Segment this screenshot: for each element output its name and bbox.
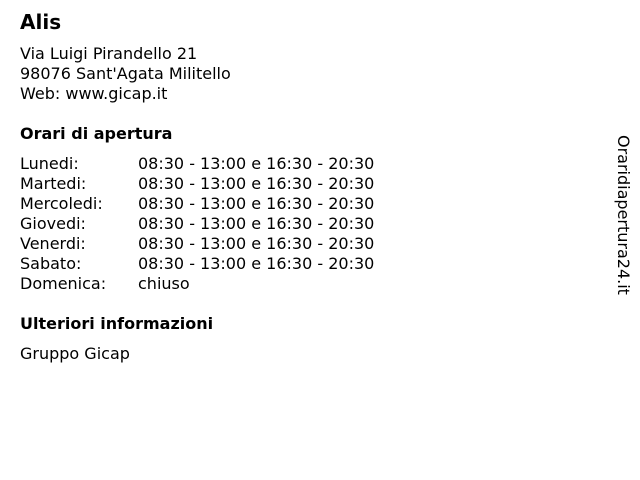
hours-time: 08:30 - 13:00 e 16:30 - 20:30 [138,194,375,213]
website-link[interactable]: Web: www.gicap.it [20,84,168,103]
address-block [20,44,231,104]
hours-day: Martedi: [20,174,87,193]
more-info-text: Gruppo Gicap [20,344,130,363]
business-name: Alis [20,10,62,34]
hours-day: Mercoledi: [20,194,103,213]
hours-day: Sabato: [20,254,82,273]
hours-day: Venerdi: [20,234,86,253]
address-street: Via Luigi Pirandello 21 [20,44,198,63]
hours-day: Lunedi: [20,154,79,173]
hours-day: Domenica: [20,274,107,293]
hours-time: 08:30 - 13:00 e 16:30 - 20:30 [138,234,375,253]
hours-time: 08:30 - 13:00 e 16:30 - 20:30 [138,214,375,233]
site-watermark: Oraridiapertura24.it [614,135,633,295]
hours-time: 08:30 - 13:00 e 16:30 - 20:30 [138,254,375,273]
hours-time: 08:30 - 13:00 e 16:30 - 20:30 [138,174,375,193]
opening-hours-heading: Orari di apertura [20,124,173,143]
address-city: 98076 Sant'Agata Militello [20,64,231,83]
hours-day: Giovedi: [20,214,86,233]
hours-time: 08:30 - 13:00 e 16:30 - 20:30 [138,154,375,173]
more-info-heading: Ulteriori informazioni [20,314,214,333]
hours-time: chiuso [138,274,190,293]
